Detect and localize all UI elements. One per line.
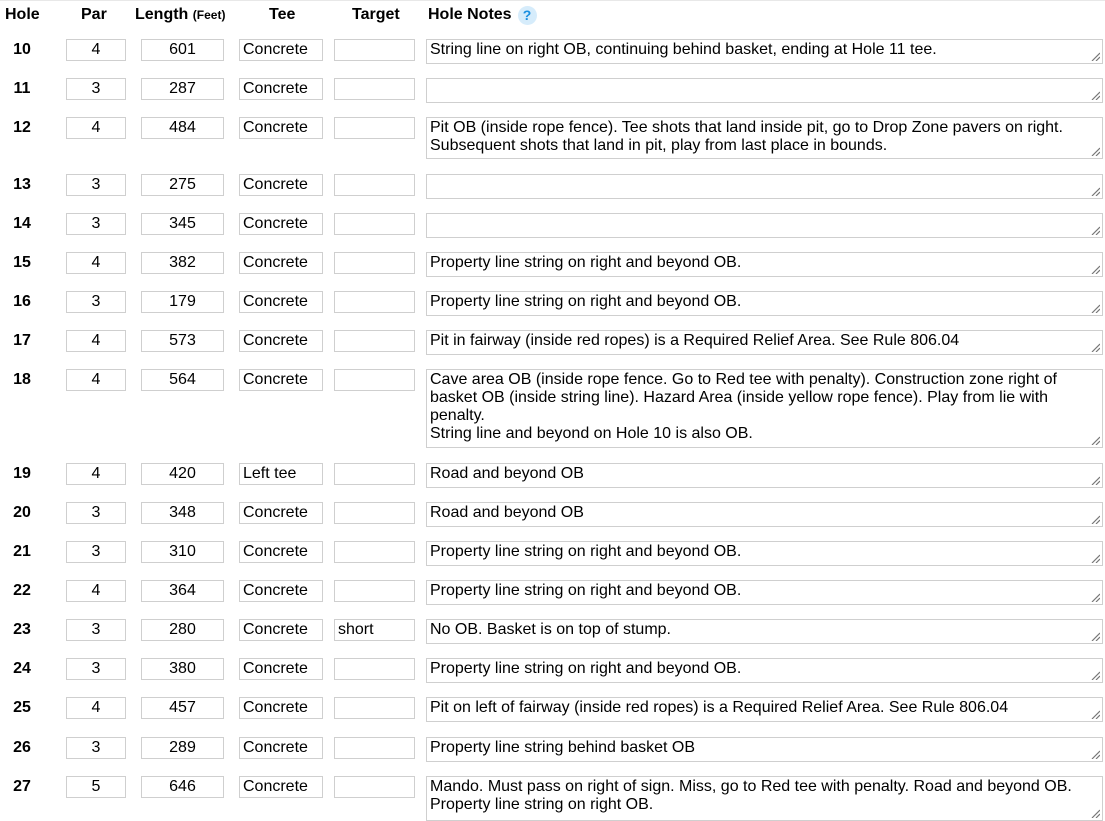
tee-input[interactable]: Concrete (239, 737, 323, 759)
par-input[interactable]: 3 (66, 658, 126, 680)
hole-number: 12 (13, 119, 31, 136)
target-input[interactable] (334, 174, 415, 196)
par-input[interactable]: 4 (66, 697, 126, 719)
resize-grip-icon[interactable] (1090, 808, 1100, 818)
hole-number: 19 (13, 465, 31, 482)
par-input[interactable]: 4 (66, 39, 126, 61)
target-input[interactable] (334, 737, 415, 759)
resize-grip-icon[interactable] (1090, 709, 1100, 719)
hole-notes-textarea[interactable] (426, 174, 1103, 199)
hole-row (0, 737, 1105, 762)
hole-notes-text: Pit OB (inside rope fence). Tee shots that land inside pit, go to Drop Zone pavers on right. Subsequent shots that land in pit, play from last place in bounds. (430, 119, 1063, 154)
resize-grip-icon[interactable] (1090, 475, 1100, 485)
header-length (135, 6, 225, 24)
hole-notes-textarea[interactable] (426, 776, 1103, 821)
hole-notes-text: Property line string on right and beyond OB. (430, 543, 742, 560)
header-notes (428, 6, 537, 25)
hole-row (0, 658, 1105, 683)
hole-notes-textarea[interactable] (426, 580, 1103, 605)
resize-grip-icon[interactable] (1090, 631, 1100, 641)
resize-grip-icon[interactable] (1090, 670, 1100, 680)
hole-notes-text: String line on right OB, continuing behind basket, ending at Hole 11 tee. (430, 41, 937, 58)
target-input[interactable] (334, 252, 415, 274)
par-input[interactable]: 3 (66, 213, 126, 235)
target-input[interactable] (334, 213, 415, 235)
hole-number: 18 (13, 371, 31, 388)
hole-notes-textarea[interactable] (426, 117, 1103, 159)
tee-input[interactable]: Concrete (239, 252, 323, 274)
header-length-label: Length (135, 6, 189, 23)
hole-row (0, 174, 1105, 199)
target-input[interactable] (334, 117, 415, 139)
length-input[interactable]: 380 (141, 658, 224, 680)
hole-notes-textarea[interactable] (426, 252, 1103, 277)
hole-notes-textarea[interactable] (426, 39, 1103, 64)
tee-input[interactable]: Concrete (239, 502, 323, 524)
length-input[interactable]: 275 (141, 174, 224, 196)
par-input[interactable]: 4 (66, 580, 126, 602)
target-input[interactable] (334, 78, 415, 100)
hole-notes-text: Road and beyond OB (430, 504, 584, 521)
length-input[interactable]: 179 (141, 291, 224, 313)
par-input[interactable]: 3 (66, 619, 126, 641)
header-length-unit: (Feet) (192, 8, 226, 22)
hole-number: 10 (13, 41, 31, 58)
resize-grip-icon[interactable] (1090, 592, 1100, 602)
par-input[interactable]: 4 (66, 252, 126, 274)
tee-input[interactable]: Concrete (239, 213, 323, 235)
hole-row (0, 619, 1105, 644)
hole-notes-textarea[interactable] (426, 737, 1103, 762)
hole-notes-textarea[interactable] (426, 463, 1103, 488)
hole-row (0, 463, 1105, 488)
target-input[interactable] (334, 658, 415, 680)
hole-notes-textarea[interactable] (426, 658, 1103, 683)
hole-notes-textarea[interactable] (426, 502, 1103, 527)
top-divider (0, 0, 1105, 1)
tee-input[interactable]: Concrete (239, 369, 323, 391)
length-input[interactable]: 573 (141, 330, 224, 352)
tee-input[interactable]: Concrete (239, 658, 323, 680)
hole-row (0, 213, 1105, 238)
hole-number: 13 (13, 176, 31, 193)
hole-row (0, 580, 1105, 605)
resize-grip-icon[interactable] (1090, 186, 1100, 196)
tee-input[interactable]: Concrete (239, 619, 323, 641)
par-input[interactable]: 3 (66, 78, 126, 100)
hole-row (0, 291, 1105, 316)
hole-row (0, 541, 1105, 566)
target-input[interactable] (334, 541, 415, 563)
hole-notes-text: Mando. Must pass on right of sign. Miss, go to Red tee with penalty. Road and beyond OB. Property line string on right OB. (430, 778, 1072, 813)
hole-row (0, 502, 1105, 527)
length-input[interactable]: 484 (141, 117, 224, 139)
hole-row (0, 117, 1105, 159)
target-input[interactable] (334, 463, 415, 485)
hole-notes-textarea[interactable] (426, 541, 1103, 566)
hole-notes-textarea[interactable] (426, 697, 1103, 722)
length-input[interactable]: 564 (141, 369, 224, 391)
hole-notes-textarea[interactable] (426, 369, 1103, 448)
length-input[interactable]: 364 (141, 580, 224, 602)
hole-notes-textarea[interactable] (426, 291, 1103, 316)
tee-input[interactable]: Concrete (239, 697, 323, 719)
target-input[interactable] (334, 369, 415, 391)
resize-grip-icon[interactable] (1090, 303, 1100, 313)
par-input[interactable]: 3 (66, 541, 126, 563)
tee-input[interactable]: Concrete (239, 78, 323, 100)
hole-number: 17 (13, 332, 31, 349)
header-par: Par (81, 6, 107, 23)
hole-number: 26 (13, 739, 31, 756)
hole-notes-textarea[interactable] (426, 213, 1103, 238)
length-input[interactable]: 280 (141, 619, 224, 641)
resize-grip-icon[interactable] (1090, 264, 1100, 274)
par-input[interactable]: 4 (66, 369, 126, 391)
target-input[interactable] (334, 291, 415, 313)
hole-number: 14 (13, 215, 31, 232)
target-input[interactable] (334, 697, 415, 719)
tee-input[interactable]: Concrete (239, 291, 323, 313)
par-input[interactable]: 3 (66, 502, 126, 524)
hole-notes-text: Pit on left of fairway (inside red ropes) is a Required Relief Area. See Rule 806.04 (430, 699, 1009, 716)
hole-notes-textarea[interactable] (426, 78, 1103, 103)
length-input[interactable]: 289 (141, 737, 224, 759)
length-input[interactable]: 348 (141, 502, 224, 524)
hole-notes-text: Pit in fairway (inside red ropes) is a Required Relief Area. See Rule 806.04 (430, 332, 960, 349)
header-hole: Hole (5, 6, 40, 23)
length-input[interactable]: 457 (141, 697, 224, 719)
hole-notes-text: Road and beyond OB (430, 465, 584, 482)
tee-input[interactable]: Concrete (239, 580, 323, 602)
par-input[interactable]: 3 (66, 291, 126, 313)
hole-row (0, 697, 1105, 722)
resize-grip-icon[interactable] (1090, 90, 1100, 100)
hole-number: 11 (13, 80, 31, 97)
hole-number: 16 (13, 293, 31, 310)
par-input[interactable]: 4 (66, 463, 126, 485)
par-input[interactable]: 3 (66, 737, 126, 759)
resize-grip-icon[interactable] (1090, 435, 1100, 445)
par-input[interactable]: 3 (66, 174, 126, 196)
tee-input[interactable]: Concrete (239, 174, 323, 196)
hole-row (0, 78, 1105, 103)
header-notes-label: Hole Notes (428, 6, 512, 23)
hole-row (0, 369, 1105, 448)
hole-notes-text: Property line string on right and beyond OB. (430, 582, 742, 599)
resize-grip-icon[interactable] (1090, 51, 1100, 61)
length-input[interactable]: 382 (141, 252, 224, 274)
resize-grip-icon[interactable] (1090, 749, 1100, 759)
target-input[interactable] (334, 330, 415, 352)
par-input[interactable]: 4 (66, 117, 126, 139)
target-input[interactable]: short (334, 619, 415, 641)
tee-input[interactable]: Concrete (239, 776, 323, 798)
hole-row (0, 776, 1105, 821)
hole-number: 21 (13, 543, 31, 560)
hole-number: 25 (13, 699, 31, 716)
hole-number: 24 (13, 660, 31, 677)
resize-grip-icon[interactable] (1090, 553, 1100, 563)
hole-notes-text: Property line string on right and beyond OB. (430, 660, 742, 677)
tee-input[interactable]: Left tee (239, 463, 323, 485)
length-input[interactable]: 601 (141, 39, 224, 61)
hole-notes-text: Property line string on right and beyond OB. (430, 254, 742, 271)
length-input[interactable]: 646 (141, 776, 224, 798)
hole-number: 27 (13, 778, 31, 795)
hole-notes-text: Cave area OB (inside rope fence. Go to Red tee with penalty). Construction zone right of basket OB (inside string line). Hazard Area (inside yellow rope fence). Play from lie with penalty. String line and beyond on Hole 10 is also OB. (430, 371, 1057, 442)
hole-number: 15 (13, 254, 31, 271)
target-input[interactable] (334, 39, 415, 61)
length-input[interactable]: 310 (141, 541, 224, 563)
tee-input[interactable]: Concrete (239, 541, 323, 563)
hole-number: 23 (13, 621, 31, 638)
par-input[interactable]: 4 (66, 330, 126, 352)
resize-grip-icon[interactable] (1090, 514, 1100, 524)
hole-row (0, 330, 1105, 355)
tee-input[interactable]: Concrete (239, 39, 323, 61)
length-input[interactable]: 345 (141, 213, 224, 235)
resize-grip-icon[interactable] (1090, 146, 1100, 156)
hole-row (0, 39, 1105, 64)
hole-notes-text: No OB. Basket is on top of stump. (430, 621, 671, 638)
target-input[interactable] (334, 580, 415, 602)
hole-notes-text: Property line string on right and beyond OB. (430, 293, 742, 310)
hole-notes-textarea[interactable] (426, 619, 1103, 644)
header-target: Target (352, 6, 400, 23)
resize-grip-icon[interactable] (1090, 225, 1100, 235)
tee-input[interactable]: Concrete (239, 117, 323, 139)
length-input[interactable]: 287 (141, 78, 224, 100)
target-input[interactable] (334, 776, 415, 798)
hole-notes-text: Property line string behind basket OB (430, 739, 696, 756)
header-tee: Tee (269, 6, 296, 23)
hole-notes-textarea[interactable] (426, 330, 1103, 355)
help-icon[interactable]: ? (518, 6, 537, 25)
target-input[interactable] (334, 502, 415, 524)
par-input[interactable]: 5 (66, 776, 126, 798)
hole-number: 20 (13, 504, 31, 521)
hole-number: 22 (13, 582, 31, 599)
tee-input[interactable]: Concrete (239, 330, 323, 352)
hole-row (0, 252, 1105, 277)
length-input[interactable]: 420 (141, 463, 224, 485)
resize-grip-icon[interactable] (1090, 342, 1100, 352)
